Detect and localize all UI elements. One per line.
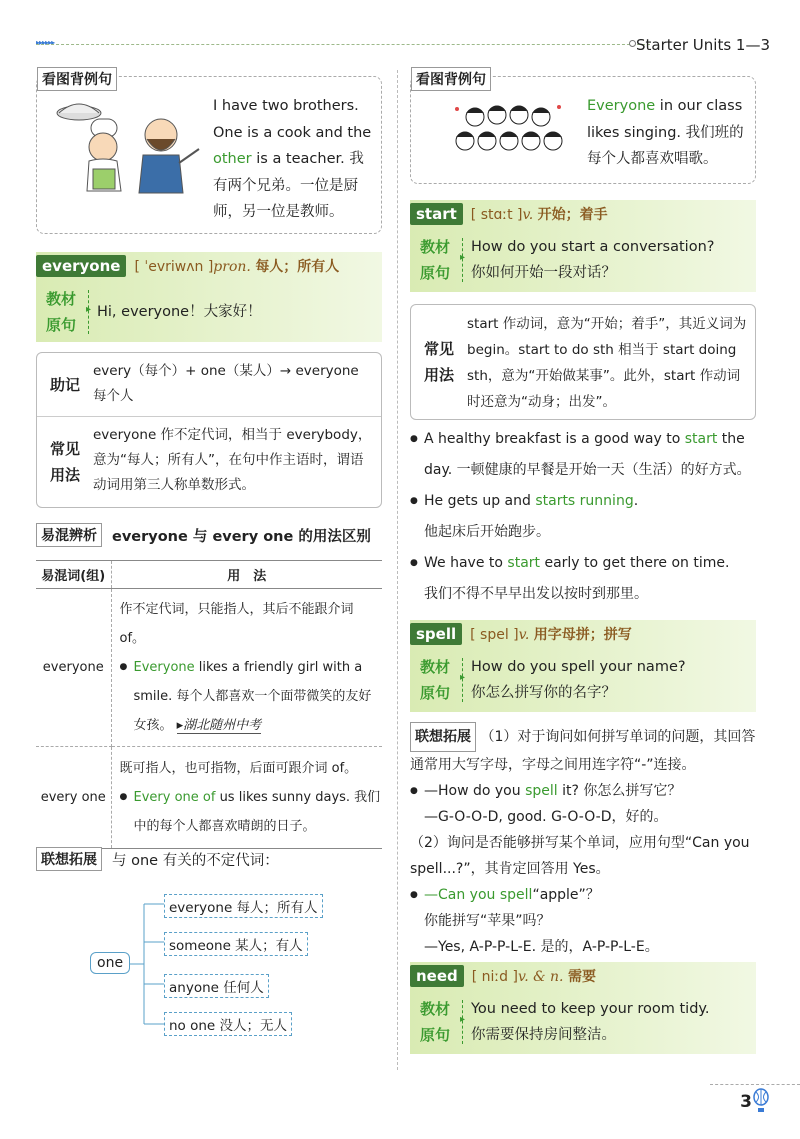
start-usage [410, 304, 756, 420]
right-picture-panel [410, 72, 756, 184]
picture-tag: 看图背例句 [37, 67, 117, 91]
example-translation: 我们不得不早早出发以按时到那里。 [424, 586, 648, 602]
start-examples [410, 424, 760, 610]
table-row: everyone 作不定代词，只能指人，其后不能跟介词 of。 ● Everyone likes a friendly girl with a smile. 每个人都喜欢一个面带微笑的友好女孩。 ▸湖北随州中考 [36, 589, 382, 747]
headword: everyone [36, 255, 126, 277]
table-row: every one 既可指人，也可指物，后面可跟介词 of。 ● Every one of us likes sunny days. 我们中的每个人都喜欢晴朗的日子。 [36, 747, 382, 849]
cook-teacher-illustration [51, 99, 201, 199]
unit-title: Starter Units 1—3 [635, 36, 770, 54]
confusion-tag: 易混辨析 [36, 523, 102, 547]
spell-entry [410, 620, 756, 712]
need-entry [410, 962, 756, 1054]
usage-heading: 常见用法 [49, 440, 80, 484]
example-sentence: ● He gets up and starts running. [410, 486, 760, 517]
singing-class-illustration [435, 99, 575, 169]
dialogue-line: —Yes, A-P-P-L-E. 是的，A-P-P-L-E。 [424, 939, 659, 955]
headword: need [410, 965, 464, 987]
dialogue-line: 你能拼写“苹果”吗？ [424, 913, 551, 929]
picture-tag: 看图背例句 [411, 67, 491, 91]
tree-node: someone 某人；有人 [164, 932, 308, 956]
mnemonic-body: every（每个）+ one（某人）→ everyone 每个人 [93, 363, 359, 404]
confusion-title: everyone 与 every one 的用法区别 [112, 528, 371, 545]
confusion-section [36, 522, 382, 849]
start-entry [410, 200, 756, 292]
usage-heading: 常见用法 [423, 340, 454, 384]
column-divider [397, 70, 398, 1070]
rule-2: （2）询问是否能够拼写某个单词，应用句型“Can you spell...?”，其肯定回答用 Yes。 [410, 835, 750, 877]
textbook-sentence: 教材 原句 ▸ You need to keep your room tidy. 你需要保持房间整洁。 [410, 990, 756, 1054]
page-number: 3 [740, 1092, 752, 1112]
header-line [36, 44, 650, 45]
table-head-word: 易混词(组) [36, 561, 111, 589]
picture-sentence: I have two brothers. One is a cook and the other is a teacher. 我有两个兄弟。一位是厨师，另一位是教师。 [213, 98, 372, 220]
everyone-entry [36, 252, 382, 342]
tree-node: anyone 任何人 [164, 974, 269, 998]
phonetic: [ spel ]v. 用字母拼；拼写 [470, 627, 632, 643]
example-sentence: ● A healthy breakfast is a good way to start the day. 一顿健康的早餐是开始一天（生活）的好方式。 [410, 424, 760, 486]
textbook-sentence: 教材 原句 ▸ How do you start a conversation? 你如何开始一段对话？ [410, 228, 756, 292]
everyone-notes [36, 352, 382, 508]
header-decor: ▸▸▸▸▸▸ [36, 38, 55, 47]
dialogue-line: ● —How do you spell it? 你怎么拼写它？ [410, 778, 760, 804]
extend-section [36, 846, 382, 1046]
spell-extend: 联想拓展 （1）对于询问如何拼写单词的问题，其回答通常用大写字母，字母之间用连字符“-”连接。 ● —How do you spell it? 你怎么拼写它？ —G-O-O-D, good. G-O-O-D，好的。 （2）询问是否能够拼写某个单词，应用句型“Can you spell...?”，其肯定回答用 Yes。 ● —Can you spell“apple”？ 你能拼写“苹果”吗？ —Yes, A-P-P-L-E. 是的，A-P-P-L-E。 [410, 722, 760, 960]
header-dot [629, 40, 636, 47]
textbook-sentence: 教材 原句 ▸ Hi, everyone！大家好！ [36, 280, 382, 344]
dialogue-line: —G-O-O-D, good. G-O-O-D，好的。 [424, 809, 668, 825]
table-head-usage: 用 法 [111, 561, 382, 589]
usage-body: everyone 作不定代词，相当于 everybody，意为“每人；所有人”，在句中作主语时，谓语动词用第三人称单数形式。 [93, 427, 372, 493]
textbook-sentence: 教材 原句 ▸ How do you spell your name? 你怎么拼写你的名字？ [410, 648, 756, 712]
tree-node: no one 没人；无人 [164, 1012, 292, 1036]
example-sentence: ● We have to start early to get there on time. [410, 548, 760, 579]
tree-root: one [90, 952, 130, 974]
extend-tag: 联想拓展 [410, 722, 476, 752]
usage-body: start 作动词，意为“开始；着手”，其近义词为 begin。start to do sth 相当于 start doing sth，意为“开始做某事”。此外，start 作动词时还意为“动身；出发”。 [467, 316, 747, 410]
dialogue-line: ● —Can you spell“apple”？ [410, 882, 760, 908]
extend-tag: 联想拓展 [36, 847, 102, 871]
phonetic: [ ˈevriwʌn ]pron. 每人；所有人 [134, 259, 340, 275]
left-picture-panel [36, 72, 382, 234]
headword: start [410, 203, 463, 225]
phonetic: [ niːd ]v. & n. 需要 [471, 969, 596, 985]
mnemonic-heading: 助记 [49, 375, 80, 394]
extend-title: 与 one 有关的不定代词： [112, 852, 279, 869]
phonetic: [ stɑːt ]v. 开始；着手 [470, 207, 608, 223]
tree-node: everyone 每人；所有人 [164, 894, 323, 918]
footer-line [710, 1084, 800, 1085]
example-translation: 他起床后开始跑步。 [424, 524, 550, 540]
headword: spell [410, 623, 462, 645]
picture-sentence: Everyone in our class likes singing. 我们班的每个人都喜欢唱歌。 [587, 98, 744, 167]
confusion-table [36, 560, 382, 849]
balloon-icon [752, 1088, 770, 1114]
